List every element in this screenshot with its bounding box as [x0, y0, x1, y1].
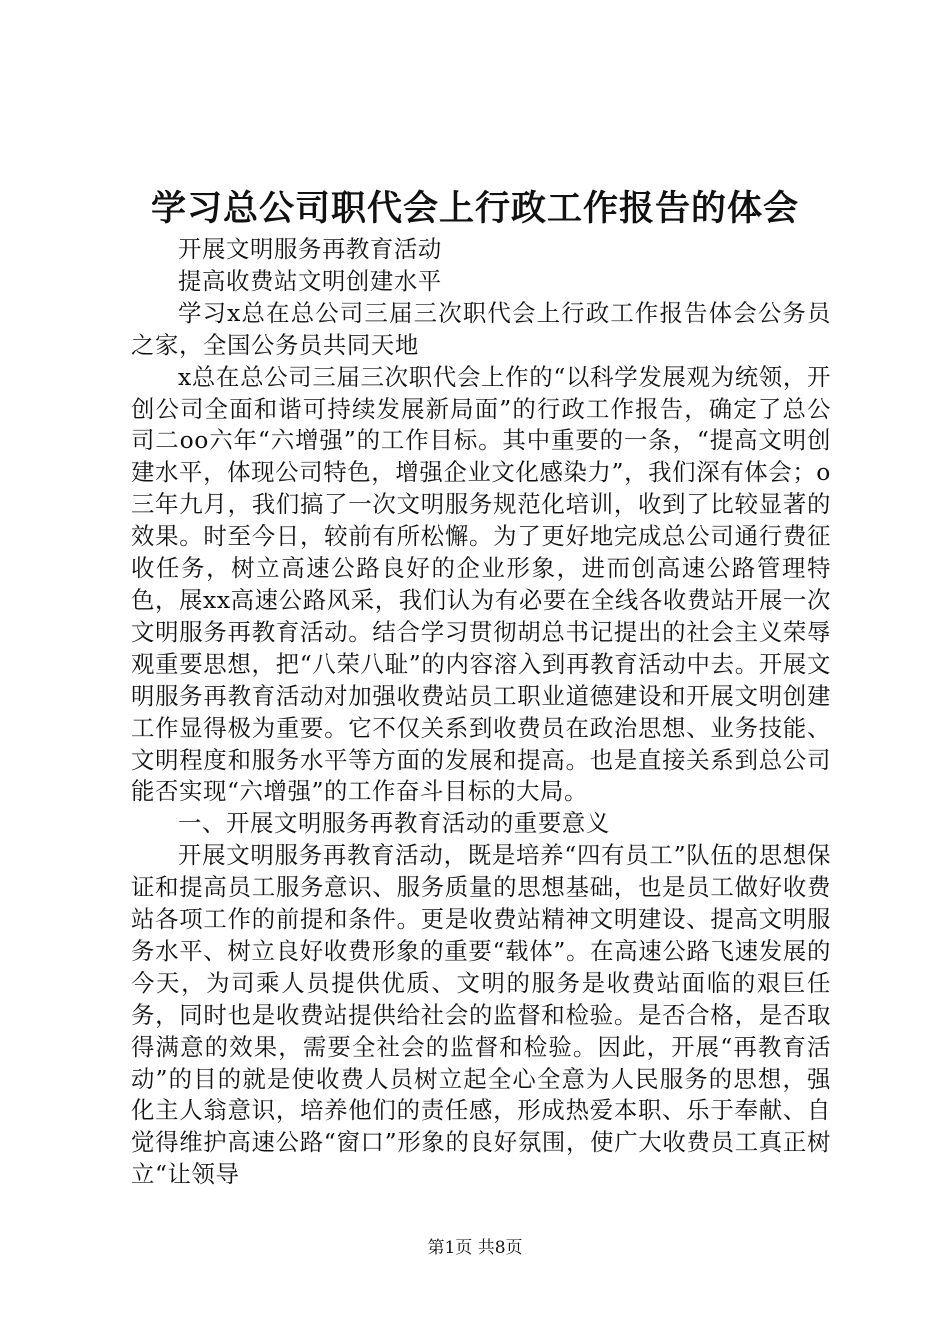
subtitle-line-1: 开展文明服务再教育活动 [178, 235, 442, 263]
subtitle-line-2: 提高收费站文明创建水平 [178, 266, 442, 295]
section-heading: 一、开展文明服务再教育活动的重要意义 [178, 809, 610, 838]
document-title: 学习总公司职代会上行政工作报告的体会 [150, 188, 799, 229]
intro-paragraph: 学习x总在总公司三届三次职代会上行政工作报告体会公务员之家，全国公务员共同天地 [131, 298, 831, 359]
body-paragraph: x总在总公司三届三次职代会上作的“以科学发展观为统领，开创公司全面和谐可持续发展新局面”的行政工作报告，确定了总公司二oo六年“六增强”的工作目标。其中重要的一条，“提高文明创建水平，体现公司特色，增强企业文化感染力”，我们深有体会；o三年九月，我们搞了一次文明服务规范化培训，收到了比较显著的效果。时至今日，较前有所松懈。为了更好地完成总公司通行费征收任务，树立高速公路良好的企业形象，进而创高速公路管理特色，展xx高速公路风采，我们认为有必要在全线各收费站开展一次文明服务再教育活动。结合学习贯彻胡总书记提出的社会主义荣辱观重要思想，把“八荣八耻”的内容溶入到再教育活动中去。开展文明服务再教育活动对加强收费站员工职业道德建设和开展文明创建工作显得极为重要。它不仅关系到收费员在政治思想、业务技能、文明程度和服务水平等方面的发展和提高。也是直接关系到总公司能否实现“六增强”的工作奋斗目标的大局。 [131, 362, 831, 806]
body-paragraph: 开展文明服务再教育活动，既是培养“四有员工”队伍的思想保证和提高员工服务意识、服务质量的思想基础，也是员工做好收费站各项工作的前提和条件。更是收费站精神文明建设、提高文明服务水平、树立良好收费形象的重要“载体”。在高速公路飞速发展的今天，为司乘人员提供优质、文明的服务是收费站面临的艰巨任务，同时也是收费站提供给社会的监督和检验。是否合格，是否取得满意的效果，需要全社会的监督和检验。因此，开展“再教育活动”的目的就是使收费人员树立起全心全意为人民服务的思想，强化主人翁意识，培养他们的责任感，形成热爱本职、乐于奉献、自觉得维护高速公路“窗口”形象的良好氛围，使广大收费员工真正树立“让领导 [131, 841, 831, 1189]
page-number-footer: 第1页 共8页 [427, 1238, 523, 1258]
document-body [131, 234, 831, 1191]
